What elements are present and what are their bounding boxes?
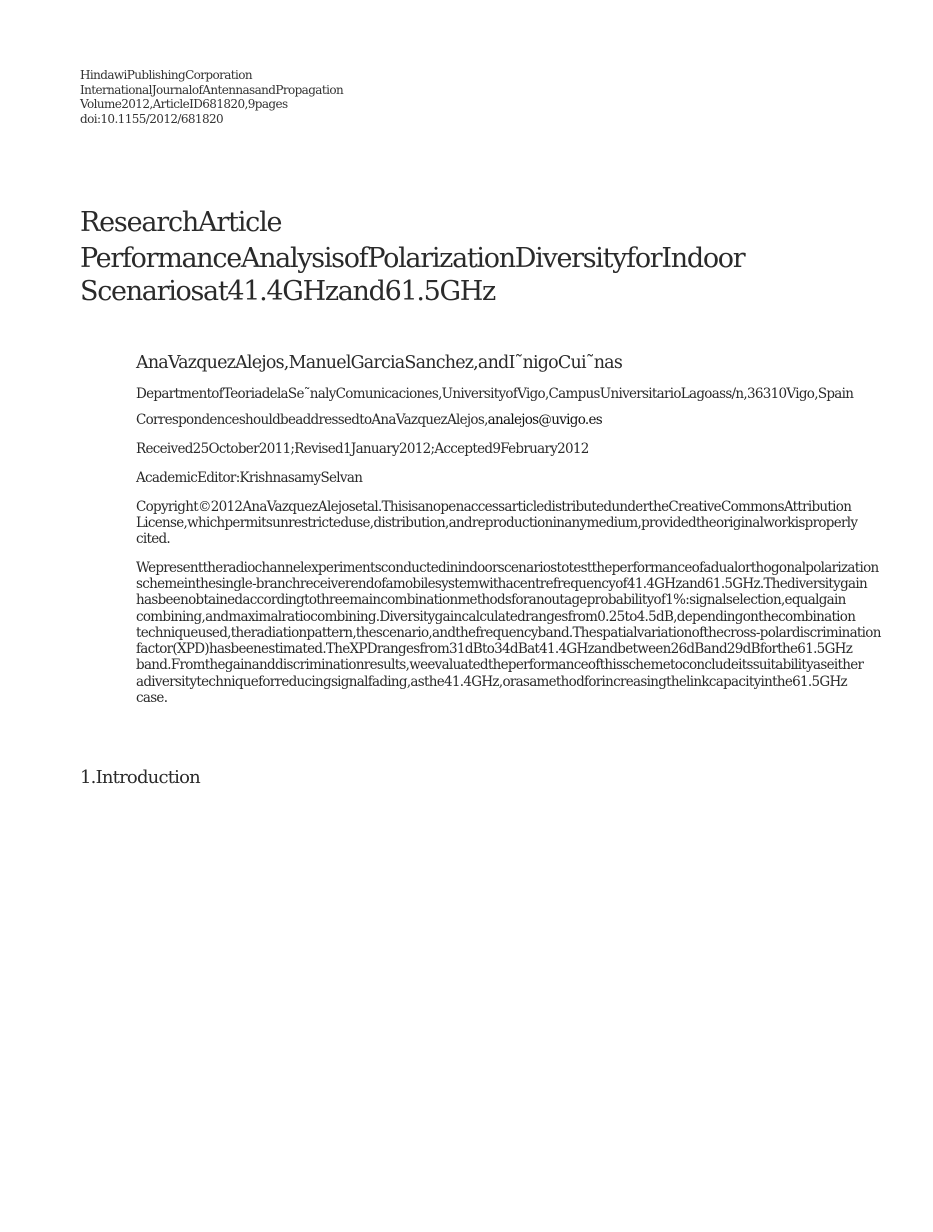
abstract-line: combining,andmaximalratiocombining.Diversitygaincalculatedrangesfrom0.25to4.5dB,dependingonthecombination xyxy=(136,608,856,625)
abstract xyxy=(136,560,931,707)
abstract-line: adiversitytechniqueforreducingsignalfading,asthe41.4GHz,orasamethodforincreasingthelinkcapacityinthe61.5GHz xyxy=(136,673,847,690)
doi-text: doi:10.1155/2012/681820 xyxy=(80,111,224,126)
article-title-line: Scenariosat41.4GHzand61.5GHz xyxy=(80,276,495,307)
journal-header xyxy=(80,68,343,126)
correspondence-email-link[interactable]: analejos@uvigo.es xyxy=(487,412,602,428)
author-list: AnaVazquezAlejos,ManuelGarciaSanchez,andI˜nigoCui˜nas xyxy=(136,353,623,373)
copyright-notice xyxy=(136,499,931,548)
article-type: ResearchArticle xyxy=(80,207,282,238)
abstract-line: schemeinthesingle-branchreceiverendofamobilesystemwithacentrefrequencyof41.4GHzand61.5GHz.Thediversitygain xyxy=(136,575,867,592)
copyright-line: Copyright©2012AnaVazquezAlejosetal.ThisisanopenaccessarticledistributedundertheCreativeCommonsAttribution xyxy=(136,499,852,515)
section-heading-introduction: 1.Introduction xyxy=(80,767,200,788)
correspondence xyxy=(136,412,931,428)
article-title xyxy=(80,242,920,308)
abstract-line: hasbeenobtainedaccordingtothreemaincombinationmethodsforanoutageprobabilityof1%:signalselection,equalgain xyxy=(136,592,846,609)
front-matter xyxy=(136,350,931,706)
title-block xyxy=(80,205,920,308)
affiliation: DepartmentofTeoriadelaSe˜nalyComunicaciones,UniversityofVigo,CampusUniversitarioLagoass/n,36310Vigo,Spain xyxy=(136,386,854,402)
correspondence-text: CorrespondenceshouldbeaddressedtoAnaVazquezAlejos, xyxy=(136,412,488,428)
abstract-line: techniqueused,theradiationpattern,thescenario,andthefrequencyband.Thespatialvariationofthecross-polardiscrimination xyxy=(136,624,881,641)
copyright-line: cited. xyxy=(136,531,171,548)
journal-name: InternationalJournalofAntennasandPropagation xyxy=(80,82,344,97)
volume-info: Volume2012,ArticleID681820,9pages xyxy=(80,97,288,112)
article-title-line: PerformanceAnalysisofPolarizationDiversityforIndoor xyxy=(80,243,745,274)
abstract-line: band.Fromthegainanddiscriminationresults,weevaluatedtheperformanceofthisschemetoconcludeitssuitabilityaseither xyxy=(136,657,864,674)
abstract-line: Wepresenttheradiochannelexperimentsconductedinindoorscenariostotesttheperformanceofadualorthogonalpolarization xyxy=(136,559,879,576)
abstract-line: factor(XPD)hasbeenestimated.TheXPDrangesfrom31dBto34dBat41.4GHzandbetween26dBand29dBforthe61.5GHz xyxy=(136,641,853,658)
copyright-line: License,whichpermitsunrestricteduse,distribution,andreproductioninanymedium,providedtheoriginalworkisproperly xyxy=(136,515,858,532)
publisher-name: HindawiPublishingCorporation xyxy=(80,68,253,82)
received-dates: Received25October2011;Revised1January2012;Accepted9February2012 xyxy=(136,441,589,457)
academic-editor: AcademicEditor:KrishnasamySelvan xyxy=(136,470,363,486)
abstract-line: case. xyxy=(136,689,168,706)
